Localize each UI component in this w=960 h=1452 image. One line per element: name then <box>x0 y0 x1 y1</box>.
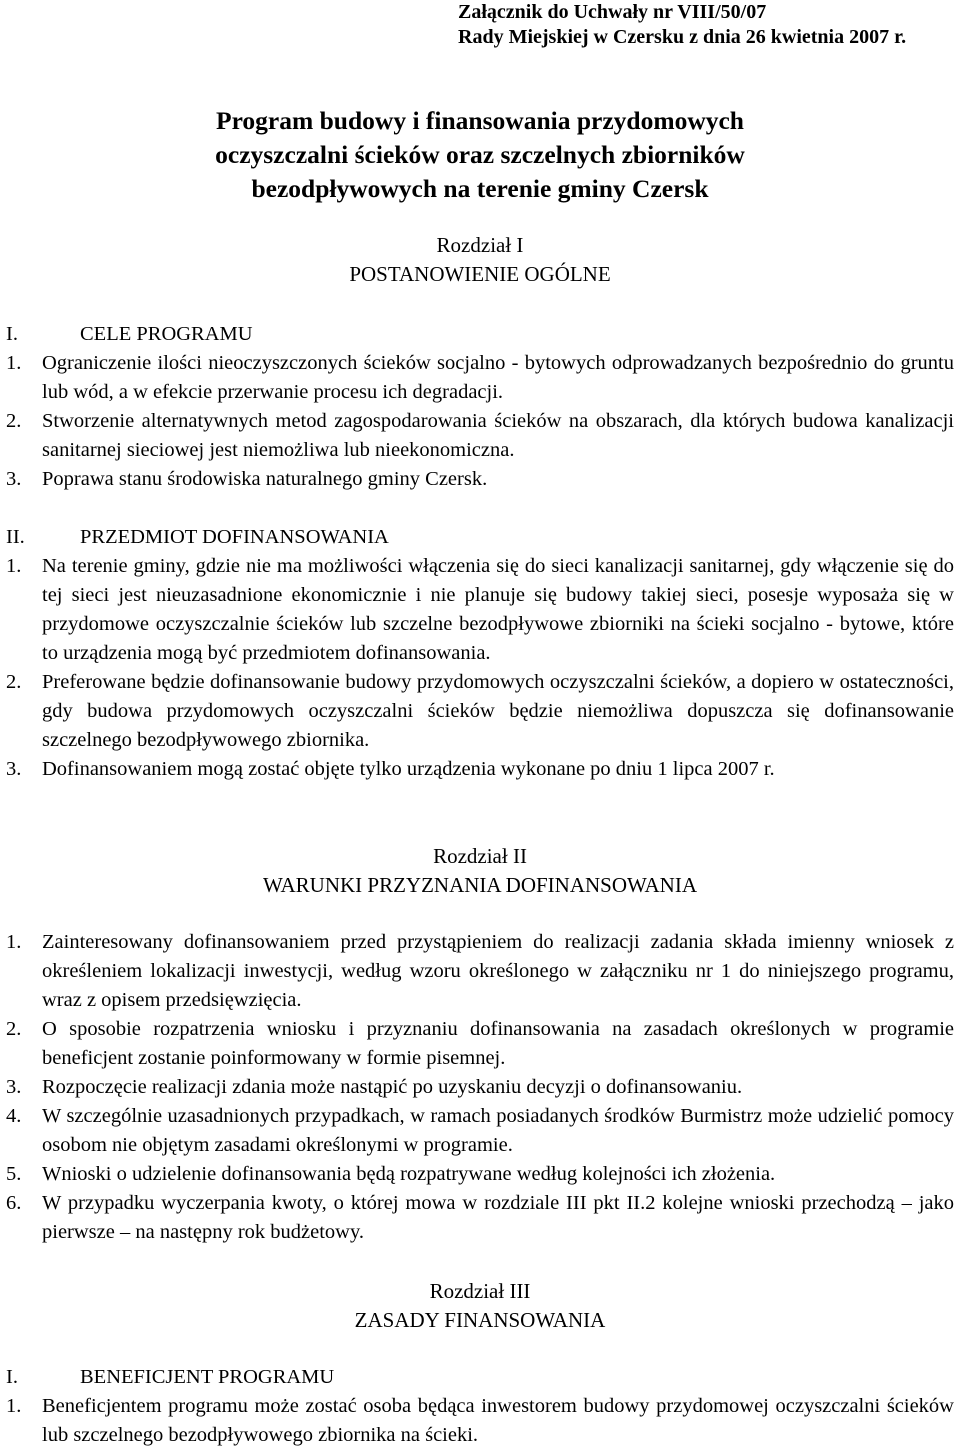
przedmiot-list <box>6 552 954 784</box>
warunki-list <box>6 928 954 1247</box>
chapter-1-label: Rozdział I <box>436 233 524 257</box>
item-number: 3. <box>6 468 22 490</box>
document-title-line2: oczyszczalni ścieków oraz szczelnych zbiorników <box>215 140 745 169</box>
chapter-2-label: Rozdział II <box>433 844 527 868</box>
section-cele-programu-heading <box>6 320 253 349</box>
list-item <box>6 1160 954 1189</box>
item-text: Ograniczenie ilości nieoczyszczonych ścieków socjalno - bytowych odprowadzanych bezpośrednio do gruntu lub wód, a w efekcie przerwanie procesu ich degradacji. <box>42 352 954 403</box>
attachment-note <box>458 0 906 50</box>
cele-programu-list <box>6 349 954 494</box>
section-number: I. <box>6 1366 18 1388</box>
list-item <box>6 928 954 1015</box>
section-title: PRZEDMIOT DOFINANSOWANIA <box>80 526 389 548</box>
attachment-note-line2: Rady Miejskiej w Czersku z dnia 26 kwietnia 2007 r. <box>458 26 907 48</box>
item-number: 2. <box>6 671 22 693</box>
chapter-2-heading <box>0 842 960 900</box>
section-title: CELE PROGRAMU <box>80 323 253 345</box>
list-item <box>6 755 954 784</box>
section-przedmiot-heading <box>6 523 389 552</box>
list-item <box>6 1189 954 1247</box>
item-text: W przypadku wyczerpania kwoty, o której mowa w rozdziale III pkt II.2 kolejne wnioski przechodzą – jako pierwsze – na następny rok budżetowy. <box>42 1192 954 1243</box>
document-title <box>0 104 960 206</box>
beneficjent-list <box>6 1392 954 1450</box>
chapter-1-heading <box>0 231 960 289</box>
item-number: 4. <box>6 1105 22 1127</box>
item-number: 3. <box>6 758 22 780</box>
chapter-3-name: ZASADY FINANSOWANIA <box>354 1308 606 1332</box>
item-text: Poprawa stanu środowiska naturalnego gminy Czersk. <box>42 468 488 490</box>
item-text: Beneficjentem programu może zostać osoba będąca inwestorem budowy przydomowej oczyszczalni ścieków lub szczelnego bezodpływowego zbiornika na ścieki. <box>42 1395 954 1446</box>
document-title-line1: Program budowy i finansowania przydomowych <box>216 106 744 135</box>
item-number: 2. <box>6 1018 22 1040</box>
item-text: Zainteresowany dofinansowaniem przed przystąpieniem do realizacji zadania składa imienny wniosek z określeniem lokalizacji inwestycji, według wzoru określonego w załączniku nr 1 do niniejszego programu, wraz z opisem przedsięwzięcia. <box>42 931 954 1011</box>
item-text: Rozpoczęcie realizacji zdania może nastąpić po uzyskaniu decyzji o dofinansowaniu. <box>42 1076 743 1098</box>
list-item <box>6 1073 954 1102</box>
section-beneficjent-heading <box>6 1363 334 1392</box>
item-number: 1. <box>6 352 22 374</box>
item-number: 1. <box>6 555 22 577</box>
item-number: 2. <box>6 410 22 432</box>
item-text: Dofinansowaniem mogą zostać objęte tylko urządzenia wykonane po dniu 1 lipca 2007 r. <box>42 758 775 780</box>
list-item <box>6 1392 954 1450</box>
item-text: O sposobie rozpatrzenia wniosku i przyznaniu dofinansowania na zasadach określonych w programie beneficjent zostanie poinformowany w formie pisemnej. <box>42 1018 954 1069</box>
section-number: I. <box>6 323 18 345</box>
section-title: BENEFICJENT PROGRAMU <box>80 1366 335 1388</box>
item-text: Preferowane będzie dofinansowanie budowy przydomowych oczyszczalni ścieków, a dopiero w ostateczności, gdy budowa przydomowych oczyszczalni ścieków będzie niemożliwa dopuszcza się dofinansowanie szczelnego bezodpływowego zbiornika. <box>42 671 954 751</box>
list-item <box>6 1015 954 1073</box>
list-item <box>6 407 954 465</box>
attachment-note-line1: Załącznik do Uchwały nr VIII/50/07 <box>458 1 767 23</box>
chapter-3-heading <box>0 1277 960 1335</box>
list-item <box>6 552 954 668</box>
list-item <box>6 1102 954 1160</box>
item-text: Stworzenie alternatywnych metod zagospodarowania ścieków na obszarach, dla których budowa kanalizacji sanitarnej sieciowej jest niemożliwa lub nieekonomiczna. <box>42 410 954 461</box>
item-number: 5. <box>6 1163 22 1185</box>
list-item <box>6 465 954 494</box>
list-item <box>6 349 954 407</box>
item-number: 1. <box>6 1395 22 1417</box>
item-number: 1. <box>6 931 22 953</box>
item-number: 3. <box>6 1076 22 1098</box>
item-text: Wnioski o udzielenie dofinansowania będą rozpatrywane według kolejności ich złożenia. <box>42 1163 776 1185</box>
list-item <box>6 668 954 755</box>
item-text: W szczególnie uzasadnionych przypadkach, w ramach posiadanych środków Burmistrz może udzielić pomocy osobom nie objętym zasadami określonymi w programie. <box>42 1105 954 1156</box>
item-text: Na terenie gminy, gdzie nie ma możliwości włączenia się do sieci kanalizacji sanitarnej, gdy włączenie się do tej sieci jest nieuzasadnione ekonomicznie i nie planuje się budowy takiej sieci, posesje wyposaża się w przydomowe oczyszczalnie ścieków lub szczelne bezodpływowe zbiorniki na ścieki socjalno - bytowe, które to urządzenia mogą być przedmiotem dofinansowania. <box>42 555 954 664</box>
chapter-2-name: WARUNKI PRZYZNANIA DOFINANSOWANIA <box>263 873 697 897</box>
document-title-line3: bezodpływowych na terenie gminy Czersk <box>251 174 709 203</box>
chapter-1-name: POSTANOWIENIE OGÓLNE <box>349 262 611 286</box>
item-number: 6. <box>6 1192 22 1214</box>
section-number: II. <box>6 526 25 548</box>
chapter-3-label: Rozdział III <box>429 1279 531 1303</box>
